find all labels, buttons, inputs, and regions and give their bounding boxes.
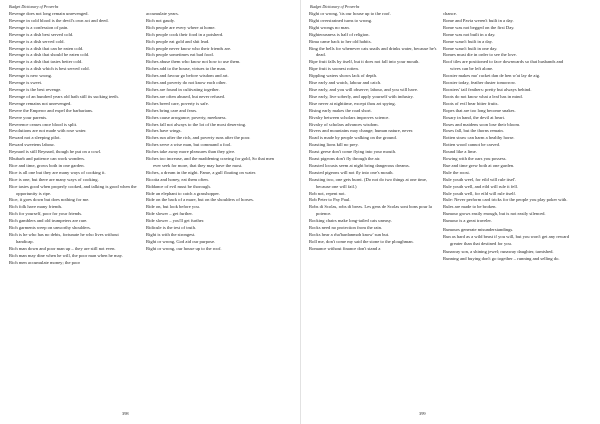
proverb-entry: Rome wasn't built in a day.: [443, 38, 493, 44]
proverb-entry: Riches abuse them who know not how to use them.: [146, 59, 241, 65]
proverb-entry: Roasted pigeons will not fly into one's mouth.: [309, 169, 394, 175]
proverb-entry: Rich is he who has no debts, fortunate he who lives without handicap.: [9, 232, 119, 244]
proverb-entry: Reynard is still Reynard, though he put on a cowl.: [9, 149, 102, 155]
proverb-entry: Revenge does not long remain unrevenged.: [9, 11, 89, 16]
proverb-entry: Rumours generate misunderstandings.: [443, 226, 514, 232]
proverb-entry: Rich for yourself, poor for your friends.: [9, 211, 83, 217]
proverb-entry: Ridicule is the test of truth.: [146, 225, 197, 231]
proverb-entry: Riches add to the house, virtues to the man.: [146, 66, 227, 72]
proverb-entry: Rich man down and poor man up – they are still not even.: [9, 245, 116, 251]
running-head: Budget Dictionary of Proverbs: [310, 4, 360, 9]
proverb-entry: Revenge is a confession of pain.: [9, 24, 69, 30]
proverb-entry: Righteousness is half of religion.: [309, 31, 370, 37]
proverb-entry: Rowing with the oars you possess.: [443, 156, 507, 162]
proverb-entry: Rome wasn't built in one day.: [443, 45, 498, 51]
proverb-entry: Ropes that are too long become snakes.: [443, 107, 516, 113]
proverb-entry: Roasted locusts seem at night bring dangerous dreams.: [309, 162, 410, 168]
proverb-entry: Rivalry of scholars advances wisdom.: [309, 121, 379, 127]
proverb-entry: Rise early and watch, labour and catch.: [309, 80, 382, 86]
proverb-entry: Rivalry between scholars improves science.: [309, 114, 390, 120]
proverb-entry: Rhubarb and patience can work wonders.: [9, 156, 86, 162]
proverb-entry: Riches serve a wise man, but command a fool.: [146, 142, 232, 148]
proverb-entry: Rise early, and you will observe; labour, and you will have.: [309, 86, 419, 92]
proverb-entry: Rule: Never perform card tricks for the people you play poker with.: [443, 197, 568, 203]
proverb-entry: Rule the roost.: [443, 169, 470, 175]
proverb-entry: Revere the Emperor and expel the barbarians.: [9, 107, 94, 113]
proverb-entry: Roast pigeons don't fly through the air.: [309, 156, 381, 162]
proverb-entry: Runaway son, a shining jewel; runaway daughter, tarnished.: [443, 249, 554, 254]
proverb-entry: Rome and Pavia weren't built in a day.: [443, 17, 514, 23]
page-number: 398: [122, 411, 129, 416]
proverb-entry: Rich not gaudy.: [146, 17, 175, 23]
proverb-entry: Revenge is a dish best served cold.: [9, 31, 74, 37]
entry-column-1: [309, 11, 437, 253]
right-page: [300, 0, 600, 424]
proverb-entry: Rich people are every where at home.: [146, 24, 216, 30]
proverb-entry: Ride an elephant to catch a grasshopper.: [146, 190, 220, 196]
proverb-entry: Roof tiles are positioned to face downwards so that husbands and wives can be left alone.: [443, 59, 564, 72]
proverb-entry: Rich people eat gold and shit lead.: [146, 38, 210, 44]
page-number: 399: [419, 411, 426, 416]
proverb-entry: Rice is all one but they are many ways of cooking it.: [9, 169, 106, 175]
proverb-entry: Rich people never know who their friends are.: [146, 45, 232, 51]
proverb-entry: Rob not, repent not.: [309, 190, 346, 196]
proverb-entry: Rumour is a great traveler.: [443, 218, 492, 224]
proverb-entry: Running and buying don't go together – running and selling do.: [443, 255, 560, 261]
proverb-entry: Right or wrong, God aid our purpose.: [146, 238, 216, 244]
proverb-entry: Rome was not begged on the first Day.: [443, 24, 515, 30]
proverb-entry: Rice, it goes down but does nothing for me.: [9, 197, 90, 203]
proverb-entry: Rice tastes good when properly cooked, and talking is good when the opportunity is ripe.: [9, 183, 137, 196]
proverb-entry: Right is with the strongest.: [146, 232, 196, 237]
proverb-entry: Rise never at nighttime, except thou art spying.: [309, 100, 396, 106]
proverb-entry: Rome was not built in a day.: [443, 31, 496, 37]
proverb-entry: Ride slower – get further.: [146, 211, 193, 217]
proverb-entry: Rich people sometimes eat bad food.: [146, 52, 214, 58]
proverb-entry: Roses fall, but the thorns remain.: [443, 128, 504, 134]
proverb-entry: Riches are often abused, but never refused.: [146, 93, 226, 99]
proverb-entry: Right wrongs no man.: [309, 24, 350, 30]
proverb-entry: Rivers and mountains may change; human nature, never.: [309, 128, 414, 134]
proverb-entry: Revenge is a dish that tastes better cold.: [9, 59, 83, 65]
proverb-entry: Round like a lime.: [443, 149, 477, 155]
proverb-entry: Riches, a dream in the night. Fame, a gull floating on water.: [146, 169, 257, 175]
proverb-entry: Riches take away more pleasures than they give.: [146, 149, 236, 155]
proverb-entry: Ride slower – you'll get further.: [146, 218, 205, 224]
proverb-entry: Rooster makes mo' racket dan de hen w'at lay de aig.: [443, 73, 541, 79]
proverb-entry: Revenge is a dish that should be eaten cold.: [9, 52, 90, 58]
proverb-entry: Ricotta and honey, eat them often.: [146, 176, 209, 182]
proverb-entry: Rocks hear a rha'bardanmoh know' sun but.: [309, 232, 390, 237]
proverb-entry: Revenge of an hundred years old hath still its sucking teeth.: [9, 93, 119, 99]
proverb-entry: Run as hard as a wild beast if you will, but you won't get any reward greater than that destined for you.: [443, 233, 570, 246]
proverb-entry: Roasting lions kill no prey.: [309, 142, 359, 148]
proverb-entry: Riches fall not always to the lot of the most deserving.: [146, 121, 247, 127]
proverb-entry: Riches run after the rich, and poverty runs after the poor.: [146, 135, 251, 141]
proverb-entry: Roast geese don't come flying into your mouth.: [309, 149, 397, 155]
proverb-entry: Ring the bells for whenever cats snails and drinks water, because he's dead.: [309, 45, 437, 58]
proverb-entry: Right overstrained turns to wrong.: [309, 17, 373, 23]
proverb-entry: Riches breed care, poverty is safe.: [146, 100, 209, 106]
proverb-entry: Rich garments weep on unworthy shoulders.: [9, 225, 91, 231]
proverb-entry: Rules are made to be broken.: [443, 204, 497, 210]
proverb-entry: Roses and maidens soon lose their bloom.: [443, 121, 521, 127]
proverb-entry: Riches too increase, and the maddening craving for gold, So that men ever seek for more, that they may have the most.: [146, 156, 274, 168]
proverb-entry: Rosary in hand, the devil at heart.: [443, 114, 505, 120]
proverb-entry: Revenge remains not unrevenged.: [9, 100, 72, 106]
proverb-entry: Roasting two, one gets burnt. (Do not do two things at one time, because one will fail.): [309, 176, 428, 189]
proverb-entry: Romes must die in order to see the love.: [443, 52, 517, 58]
entry-column-2: [146, 11, 274, 253]
proverb-entry: Right or wrong, our house up to the roof.: [146, 245, 222, 251]
proverb-entry: Reward not a sleeping pilot.: [9, 135, 61, 141]
proverb-entry: Revenge is a dish that can be eaten cold.: [9, 45, 84, 51]
proverb-entry: Rich men accumulate money; the poor: [9, 259, 81, 265]
proverb-entry: Rule youth weel, for eild will rule itsel'.: [443, 176, 517, 182]
proverb-entry: Riddance of evil must be thorough.: [146, 183, 211, 189]
running-head: Budget Dictionary of Proverbs: [9, 4, 59, 9]
proverb-entry: Riches are found in cultivating together.: [146, 86, 220, 92]
proverb-entry: Rich man may dine when he will, the poor man when he may.: [9, 252, 123, 258]
proverb-entry: Rule youth well, and eild will rule it fell.: [443, 183, 519, 189]
proverb-entry: Revenge is a dish which is best served cold.: [9, 66, 90, 72]
proverb-entry: Rotten straw can harm a healthy horse.: [443, 135, 515, 141]
proverb-entry: Ripe fruit is soonest rotten.: [309, 66, 359, 72]
proverb-entry: Robs di Scolas, robs di brezs. Les gens de Scolas sont bons pour la potence.: [309, 204, 432, 217]
proverb-entry: Rich gamblers and old trumpeters are rare.: [9, 218, 88, 224]
proverb-entry: accumulate years.: [146, 11, 179, 16]
proverb-entry: Revere your parents.: [9, 114, 48, 120]
proverb-entry: Revenge is new wrong.: [9, 73, 53, 79]
proverb-entry: Rob Peter to Pay Paul.: [309, 197, 351, 203]
proverb-entry: Rice is one, but there are many ways of cooking.: [9, 176, 99, 182]
proverb-entry: Riches and favour go before wisdom and art.: [146, 73, 229, 79]
proverb-entry: Rocks need no protection from the rain.: [309, 225, 383, 231]
proverb-entry: Rice and time, grows both in one garden.: [9, 162, 85, 168]
proverb-entry: chance.: [443, 11, 457, 16]
proverb-entry: Rotten wood cannot be carved.: [443, 142, 501, 148]
proverb-entry: Ripe fruit falls by itself, but it does not fall into your mouth.: [309, 59, 420, 65]
proverb-entry: Rue and time grew both at one garden.: [443, 162, 515, 168]
proverb-entry: Roosters' tail feathers: pretty but always behind.: [443, 86, 532, 92]
proverb-entry: Rima came back to her old habits.: [309, 38, 372, 44]
proverb-entry: Rule youth well, for eild will rule itself.: [443, 190, 517, 196]
proverb-entry: Riches cause arrogance; poverty, meekness.: [146, 114, 227, 120]
proverb-entry: Rise early, live soberly, and apply yourself with industry.: [309, 93, 414, 99]
proverb-entry: Rocking chairs make long-tailed cats uneasy.: [309, 218, 392, 224]
proverb-entry: Rich folk have many friends.: [9, 204, 63, 210]
proverb-entry: Rumour grows easily enough, but is not easily silenced.: [443, 211, 546, 217]
proverb-entry: Rising early makes the road short.: [309, 107, 372, 113]
proverb-entry: Revenge is the best revenge.: [9, 86, 62, 92]
proverb-entry: Riches and poverty do not know each other.: [146, 80, 227, 86]
proverb-entry: Road is made by people walking on the ground.: [309, 135, 397, 141]
proverb-entry: Ride on the back of a mare, but on the shoulders of horses.: [146, 197, 254, 203]
proverb-entry: Roll me, don't come my said the stone to the ploughman.: [309, 238, 414, 244]
proverb-entry: Roots do not know what a leaf has in mind.: [443, 93, 523, 99]
entry-column-1: [9, 11, 137, 267]
proverb-entry: Ride on, but look before you.: [146, 204, 200, 210]
proverb-entry: Revenge is a dish served cold.: [9, 38, 65, 44]
proverb-entry: Reward sweetens labour.: [9, 142, 55, 148]
proverb-entry: Revenge in cold blood is the devil's own act and deed.: [9, 17, 109, 23]
proverb-entry: Romance without finance don't stand a: [309, 245, 381, 251]
entry-column-2: [443, 11, 571, 263]
proverb-entry: Revolutions are not made with rose water.: [9, 128, 87, 134]
proverb-entry: Right or wrong, 'tis our house up to the roof.: [309, 11, 391, 16]
proverb-entry: Riches bring care and fears.: [146, 107, 198, 113]
proverb-entry: Revenge is sweet.: [9, 80, 43, 86]
proverb-entry: Riches have wings.: [146, 128, 182, 134]
proverb-entry: Rooster today, feather duster tomorrow.: [443, 80, 516, 86]
proverb-entry: Rich people cook their food in a potsherd.: [146, 31, 224, 37]
proverb-entry: Reverence ceases once blood is split.: [9, 121, 78, 127]
proverb-entry: Rippling waters shows lack of depth.: [309, 73, 378, 79]
proverb-entry: Roots of evil bear bitter fruits.: [443, 100, 499, 106]
